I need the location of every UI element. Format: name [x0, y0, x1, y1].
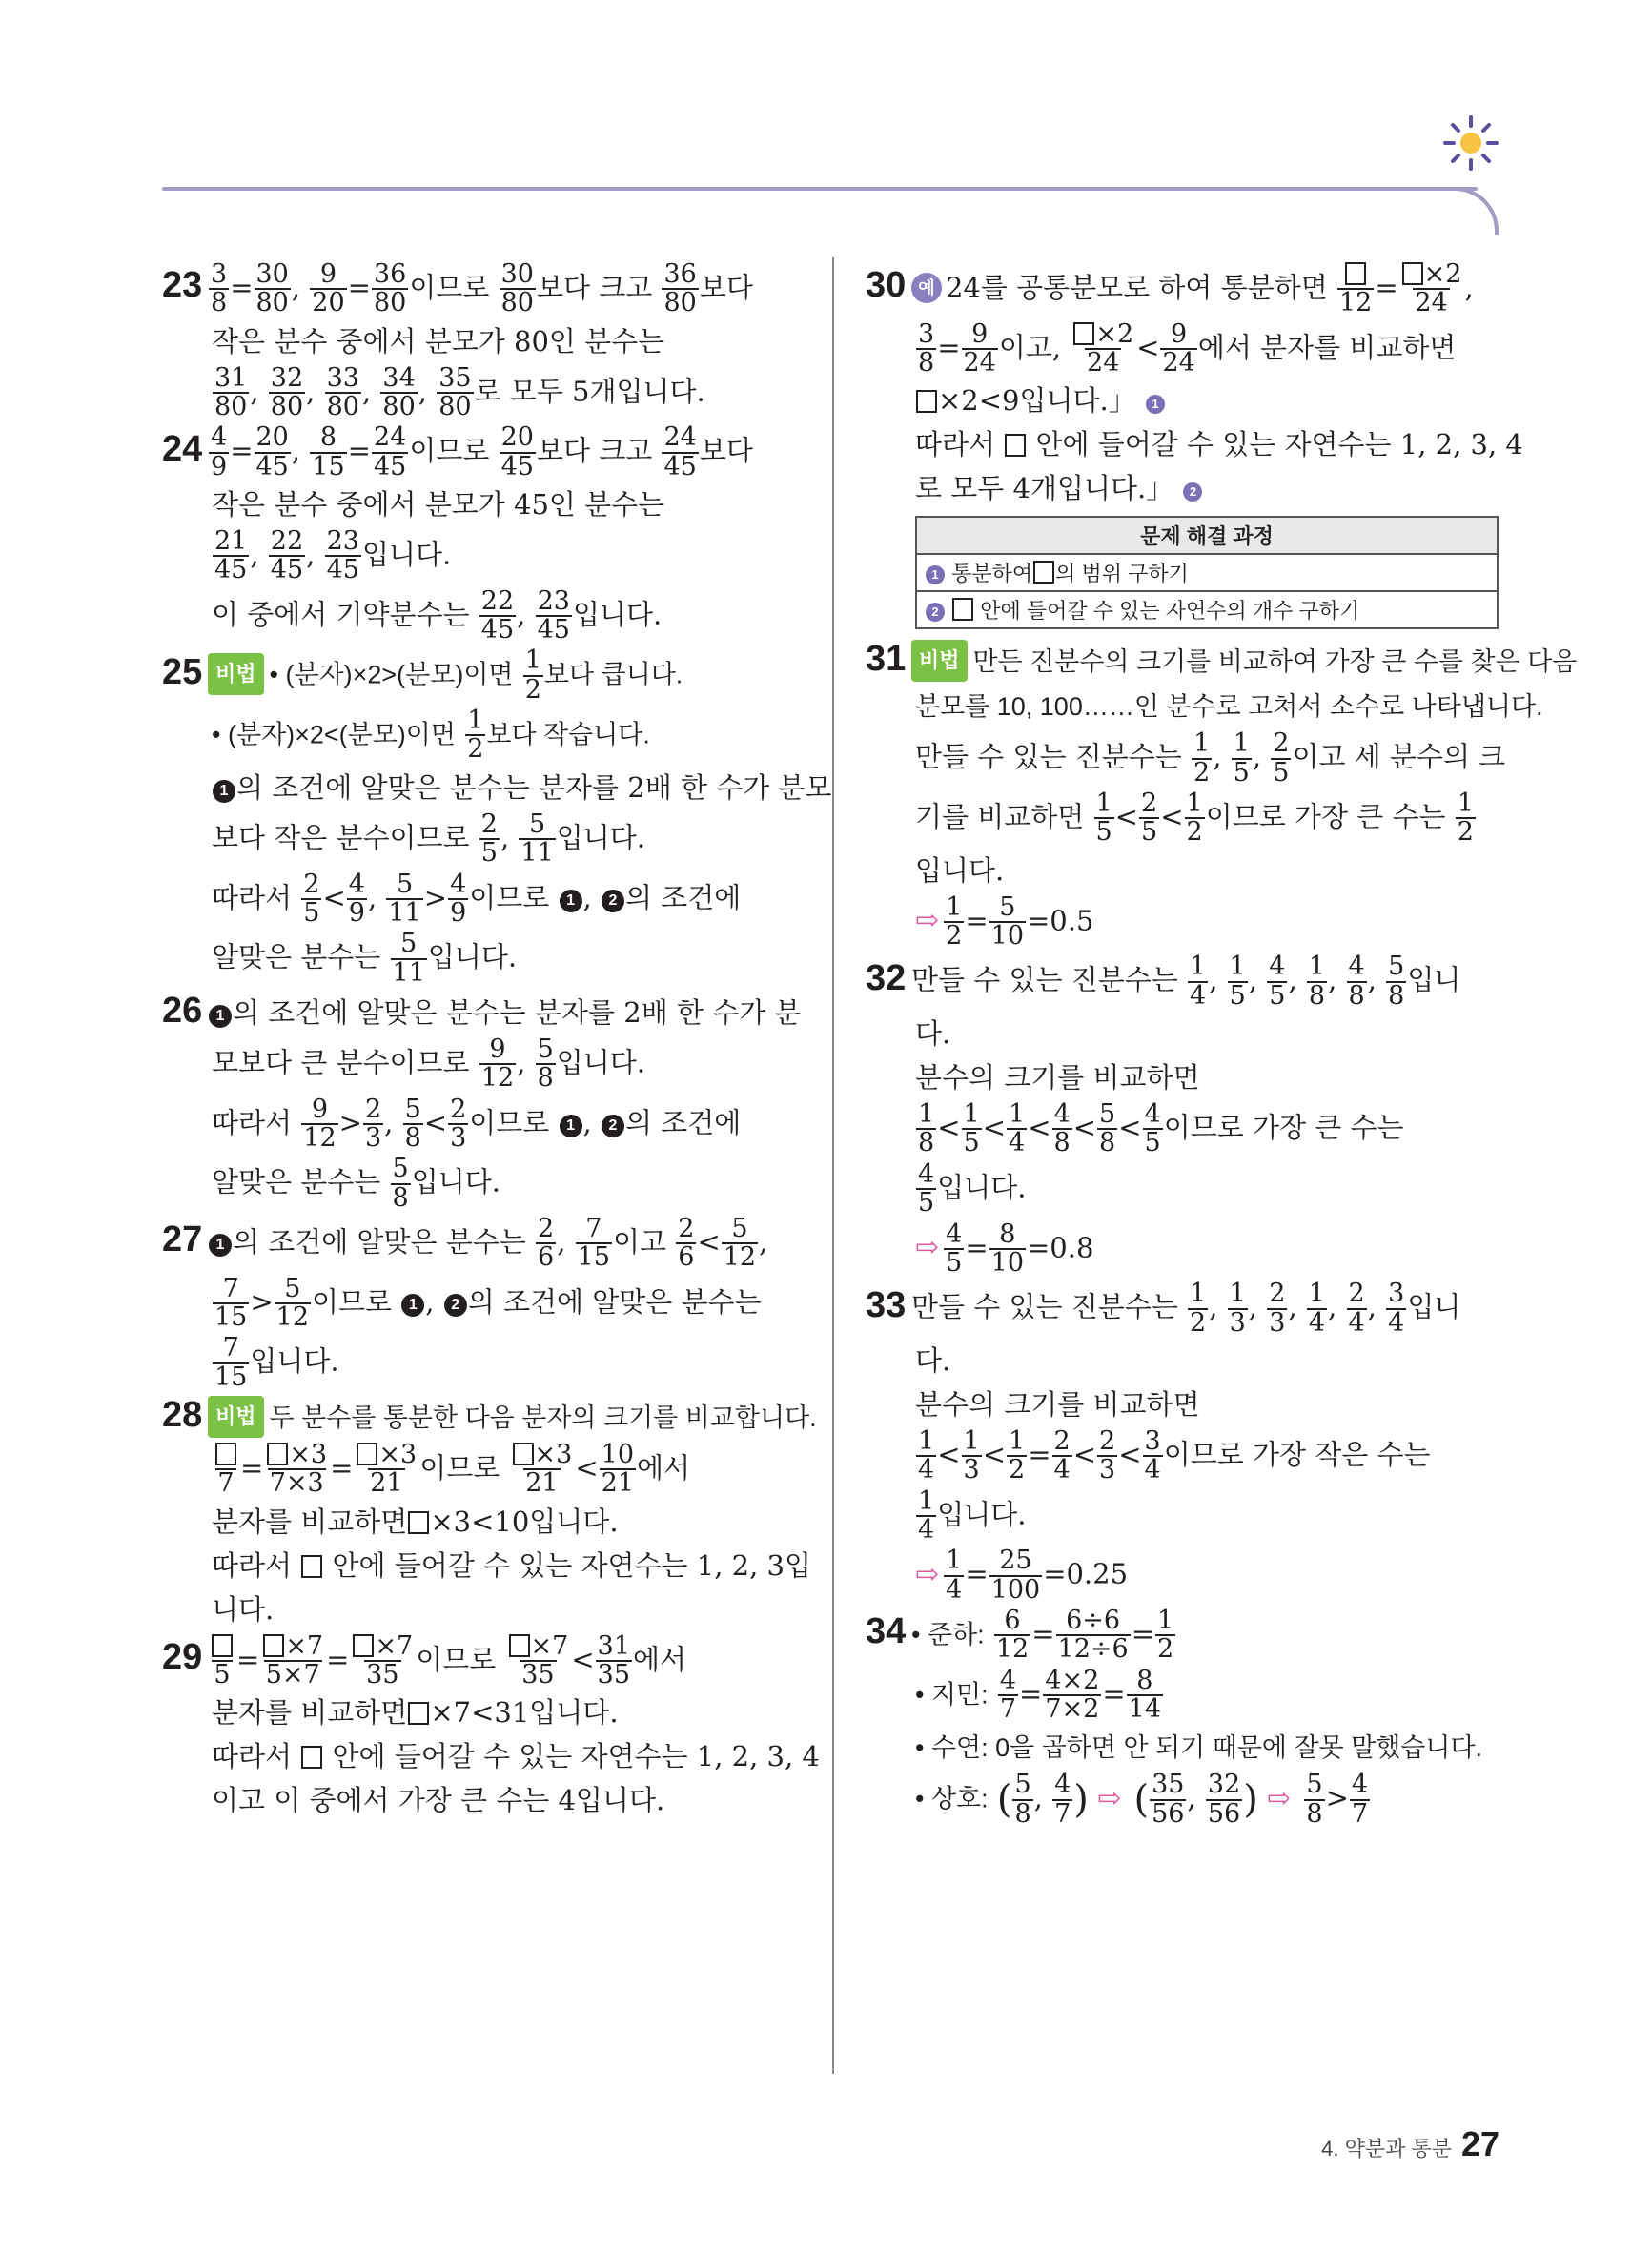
problem-number: 31 — [866, 639, 907, 680]
problem-number: 25 — [162, 651, 203, 692]
problem-23: 23 $\frac{3}{8}$ = $\frac{30}{80}$ , $\frac{9}{20}$ = $\frac{36}{80}$ 이므로 $\frac{30}{80}$ 보다 크고 $\frac{36}{80}$ 보다 작은 분수 중에서 분모가 80인 분수는 $\frac{31}{80}$ , $\frac{32}{80}$ , $\frac{33}{80}$ , $\frac{34}{80}$ , $\frac{35}{80}$ 로 모두 5개입니다. — [162, 259, 753, 422]
sun-icon — [1442, 114, 1499, 172]
problem-24: 24 $\frac{4}{9}$ = $\frac{20}{45}$ , $\frac{8}{15}$ = $\frac{24}{45}$ 이므로 $\frac{20}{45}$ 보다 크고 $\frac{24}{45}$ 보다 작은 분수 중에서 분모가 45인 분수는 $\frac{21}{45}$ , $\frac{22}{45}$ , $\frac{23}{45}$ 입니다. 이 중에서 기약분수는 $\frac{22}{45}$ , $\frac{23}{45}$ 입니다. — [162, 422, 753, 645]
problem-30: 30 예 24를 공통분모로 하여 통분하면 12 = $\frac{\times 2}{24}$ , $\frac{3}{8}$ = $\frac{9}{24}$ 이고, $\frac{\times 2}{24}$ < $\frac{9}{24}$ 에서 분자를 비교하면 ×2<9입니다.」 1 따라서 안에 들어갈 수 있는 자연수는 1, 2, 3, 4 로 모두 4개입니다.」 2 문제 해결 과정 1 통분하여 의 범위 구하기 2 안에 들어갈 수 있는 자연수의 개수 구하기 — [866, 261, 1506, 629]
problem-number: 30 — [866, 265, 907, 306]
page-footer — [1321, 2124, 1499, 2164]
problem-27: 27 1 의 조건에 알맞은 분수는 $\frac{2}{6}$ , $\frac{7}{15}$ 이고 $\frac{2}{6}$ < $\frac{5}{12}$ , $\frac{7}{15}$ > $\frac{5}{12}$ 이므로 1 , 2 의 조건에 알맞은 분수는 $\frac{7}{15}$ 입니다. — [162, 1213, 768, 1392]
problem-31: 31 비법 만든 진분수의 크기를 비교하여 가장 큰 수를 찾은 다음 분모를 10, 100……인 분수로 고쳐서 소수로 나타냅니다. 만들 수 있는 진분수는 $\frac{1}{2}$ , $\frac{1}{5}$ , $\frac{2}{5}$ 이고 세 분수의 크 기를 비교하면 $\frac{1}{5}$ < $\frac{2}{5}$ < $\frac{1}{2}$ 이므로 가장 큰 수는 $\frac{1}{2}$ 입니다. ⇨ $\frac{1}{2}$ = $\frac{5}{10}$ =0.5 — [866, 639, 1578, 952]
column-divider — [832, 257, 834, 2074]
arrow-icon: ⇨ — [1267, 1781, 1292, 1815]
header-rule-curve — [1420, 187, 1499, 235]
arrow-icon: ⇨ — [1097, 1781, 1122, 1815]
problem-29: 29 5 = $\frac{\times 7}{5\times 7}$ = $\frac{\times 7}{35}$ 이므로 $\frac{\times 7}{35}$ < $\frac{31}{35}$ 에서 분자를 비교하면 ×7<31입니다. 따라서 안에 들어갈 수 있는 자연수는 1, 2, 3, 4 이고 이 중에서 가장 큰 수는 4입니다. — [162, 1630, 820, 1817]
example-badge: 예 — [911, 273, 942, 303]
tip-badge: 비법 — [208, 1396, 264, 1438]
right-column — [866, 257, 1578, 1832]
left-column — [162, 257, 832, 1824]
problem-25: 25 비법 • (분자)×2>(분모)이면 $\frac{1}{2}$ 보다 큽니다. • (분자)×2<(분모)이면 $\frac{1}{2}$ 보다 작습니다. 1 의 조건에 알맞은 분수는 분자를 2배 한 수가 분모 보다 작은 분수이므로 $\frac{2}{5}$ , $\frac{5}{11}$ 입니다. 따라서 $\frac{2}{5}$ < $\frac{4}{9}$ , $\frac{5}{11}$ > $\frac{4}{9}$ 이므로 1 , 2 의 조건에 알맞은 분수는 $\frac{5}{11}$ 입니다. — [162, 645, 832, 988]
chapter-title: 4. 약분과 통분 — [1321, 2137, 1452, 2161]
problem-number: 34 — [866, 1611, 907, 1652]
problem-number: 26 — [162, 990, 203, 1031]
problem-number: 32 — [866, 957, 907, 998]
problem-28: 28 비법 두 분수를 통분한 다음 분자의 크기를 비교합니다. 7 = $\frac{\times 3}{7\times 3}$ = $\frac{\times 3}{21}$ 이므로 $\frac{\times 3}{21}$ < $\frac{10}{21}$ 에서 분자를 비교하면 ×3<10입니다. 따라서 안에 들어갈 수 있는 자연수는 1, 2, 3입 니다. — [162, 1395, 817, 1626]
problem-26: 26 1 의 조건에 알맞은 분수는 분자를 2배 한 수가 분 모보다 큰 분수이므로 $\frac{9}{12}$ , $\frac{5}{8}$ 입니다. 따라서 $\frac{9}{12}$ > $\frac{2}{3}$ , $\frac{5}{8}$ < $\frac{2}{3}$ 이므로 1 , 2 의 조건에 알맞은 분수는 $\frac{5}{8}$ 입니다. — [162, 990, 802, 1213]
problem-34: 34 • 준하: $\frac{6}{12}$ = $\frac{6\div 6}{12\div 6}$ = $\frac{1}{2}$ • 지민: $\frac{4}{7}$ = $\frac{4\times 2}{7\times 2}$ = $\frac{8}{14}$ • 수연: 0을 곱하면 안 되기 때문에 잘못 말했습니다. • 상호: ( $\frac{5}{8}$ , $\frac{4}{7}$ ) ⇨ ( $\frac{35}{56}$ , $\frac{32}{56}$ ) ⇨ $\frac{5}{8}$ > $\frac{4}{7}$ — [866, 1605, 1483, 1829]
problem-33: 33 만들 수 있는 진분수는 $\frac{1}{2}$ , $\frac{1}{3}$ , $\frac{2}{3}$ , $\frac{1}{4}$ , $\frac{2}{4}$ , $\frac{3}{4}$ 입니 다. 분수의 크기를 비교하면 $\frac{1}{4}$ < $\frac{1}{3}$ < $\frac{1}{2}$ = $\frac{2}{4}$ < $\frac{2}{3}$ < $\frac{3}{4}$ 이므로 가장 작은 수는 $\frac{1}{4}$ 입니다. ⇨ $\frac{1}{4}$ = $\frac{25}{100}$ =0.25 — [866, 1279, 1461, 1605]
arrow-icon: ⇨ — [915, 1230, 940, 1264]
arrow-icon: ⇨ — [915, 904, 940, 938]
arrow-icon: ⇨ — [915, 1557, 940, 1591]
solution-process-table: 문제 해결 과정 1 통분하여 의 범위 구하기 2 안에 들어갈 수 있는 자연수의 개수 구하기 — [915, 516, 1499, 629]
problem-number: 33 — [866, 1284, 907, 1325]
problem-32: 32 만들 수 있는 진분수는 $\frac{1}{4}$ , $\frac{1}{5}$ , $\frac{4}{5}$ , $\frac{1}{8}$ , $\frac{4}{8}$ , $\frac{5}{8}$ 입니 다. 분수의 크기를 비교하면 $\frac{1}{8}$ < $\frac{1}{5}$ < $\frac{1}{4}$ < $\frac{4}{8}$ < $\frac{5}{8}$ < $\frac{4}{5}$ 이므로 가장 큰 수는 $\frac{4}{5}$ 입니다. ⇨ $\frac{4}{5}$ = $\frac{8}{10}$ =0.8 — [866, 952, 1461, 1278]
problem-number: 23 — [162, 265, 203, 306]
problem-number: 27 — [162, 1219, 203, 1260]
problem-number: 28 — [162, 1395, 203, 1435]
problem-number: 24 — [162, 428, 203, 469]
tip-badge: 비법 — [911, 640, 968, 682]
header-rule — [162, 187, 1478, 191]
problem-number: 29 — [162, 1637, 203, 1678]
page-number: 27 — [1460, 2124, 1499, 2163]
tip-badge: 비법 — [208, 653, 264, 695]
